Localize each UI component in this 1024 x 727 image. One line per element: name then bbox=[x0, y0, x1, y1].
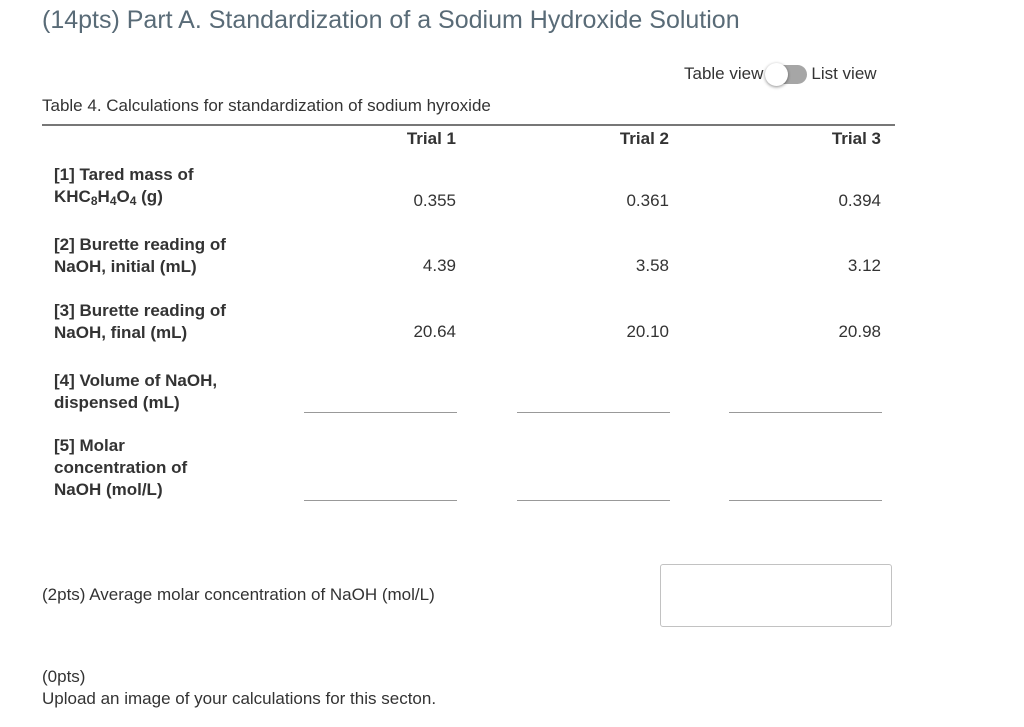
toggle-knob[interactable] bbox=[765, 63, 788, 86]
cell-r1-t3: 0.394 bbox=[838, 191, 881, 210]
cell-r2-t2: 3.58 bbox=[635, 256, 669, 275]
cell-r3-t1: 20.64 bbox=[413, 322, 456, 341]
row-label-tared-mass: [1] Tared mass of $KHC_8H_4O_4$ (g) bbox=[54, 164, 194, 212]
cell-r2-t3: 3.12 bbox=[847, 256, 881, 275]
table-view-label[interactable]: Table view bbox=[684, 64, 764, 83]
cell-r3-t3: 20.98 bbox=[838, 322, 881, 341]
average-molarity-label: (2pts) Average molar concentration of NaOH (mol/L) bbox=[42, 585, 435, 604]
row-label-molar-concentration: [5] Molar concentration of NaOH (mol/L) bbox=[54, 436, 188, 499]
row-label-burette-initial: [2] Burette reading of NaOH, initial (mL) bbox=[54, 235, 226, 276]
cell-r1-t1: 0.355 bbox=[413, 191, 456, 210]
view-toggle-switch[interactable] bbox=[769, 65, 807, 84]
input-molarity-trial-2[interactable] bbox=[517, 500, 670, 501]
header-trial-2: Trial 2 bbox=[619, 129, 669, 148]
table-caption: Table 4. Calculations for standardization of sodium hyroxide bbox=[42, 96, 491, 115]
input-molarity-trial-1[interactable] bbox=[304, 500, 457, 501]
average-molarity-input[interactable] bbox=[660, 564, 892, 627]
input-volume-trial-3[interactable] bbox=[729, 412, 882, 413]
header-trial-3: Trial 3 bbox=[831, 129, 881, 148]
row-label-burette-final: [3] Burette reading of NaOH, final (mL) bbox=[54, 301, 226, 342]
row-label-volume-dispensed: [4] Volume of NaOH, dispensed (mL) bbox=[54, 371, 218, 412]
input-volume-trial-2[interactable] bbox=[517, 412, 670, 413]
cell-r1-t2: 0.361 bbox=[626, 191, 669, 210]
cell-r3-t2: 20.10 bbox=[626, 322, 669, 341]
cell-r2-t1: 4.39 bbox=[422, 256, 456, 275]
page-title: (14pts) Part A. Standardization of a Sodium Hydroxide Solution bbox=[42, 6, 740, 34]
list-view-label[interactable]: List view bbox=[811, 64, 877, 83]
upload-points: (0pts) bbox=[42, 667, 86, 686]
formula-khp: $KHC_8H_4O_4$ (g) bbox=[54, 187, 163, 208]
view-toggle bbox=[684, 64, 877, 84]
caption-divider bbox=[42, 124, 895, 126]
header-trial-1: Trial 1 bbox=[406, 129, 456, 148]
input-volume-trial-1[interactable] bbox=[304, 412, 457, 413]
input-molarity-trial-3[interactable] bbox=[729, 500, 882, 501]
upload-instruction: Upload an image of your calculations for this secton. bbox=[42, 689, 437, 708]
